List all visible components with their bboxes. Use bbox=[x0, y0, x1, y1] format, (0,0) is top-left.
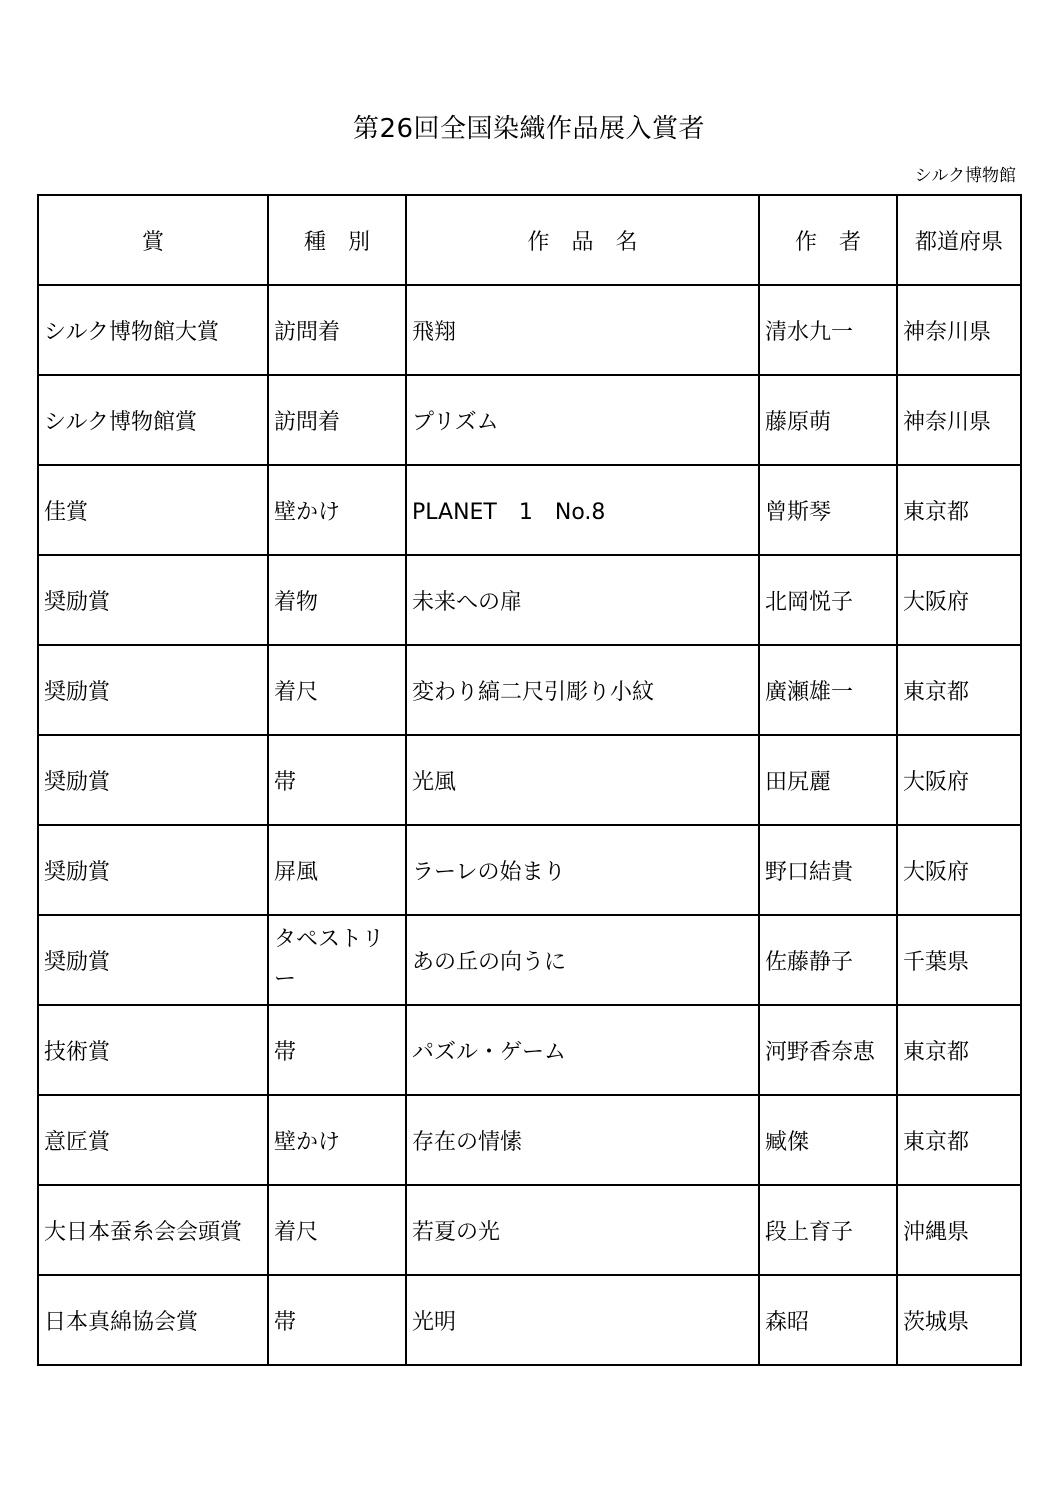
table-row bbox=[38, 1275, 1021, 1365]
cell-work-title: プリズム bbox=[406, 375, 759, 465]
cell-category: 壁かけ bbox=[268, 465, 406, 555]
header-award: 賞 bbox=[38, 195, 268, 285]
cell-award: 意匠賞 bbox=[38, 1095, 268, 1185]
table-row bbox=[38, 1095, 1021, 1185]
cell-prefecture: 沖縄県 bbox=[897, 1185, 1021, 1275]
cell-prefecture: 大阪府 bbox=[897, 555, 1021, 645]
cell-category: 着尺 bbox=[268, 645, 406, 735]
cell-author: 北岡悦子 bbox=[759, 555, 897, 645]
cell-category: 屏風 bbox=[268, 825, 406, 915]
table-row bbox=[38, 645, 1021, 735]
cell-prefecture: 東京都 bbox=[897, 1005, 1021, 1095]
cell-work-title: 光明 bbox=[406, 1275, 759, 1365]
cell-prefecture: 東京都 bbox=[897, 1095, 1021, 1185]
cell-author: 河野香奈恵 bbox=[759, 1005, 897, 1095]
cell-work-title: PLANET 1 No.8 bbox=[406, 465, 759, 555]
header-row bbox=[38, 195, 1021, 285]
cell-author: 曾斯琴 bbox=[759, 465, 897, 555]
cell-prefecture: 神奈川県 bbox=[897, 375, 1021, 465]
cell-category: 帯 bbox=[268, 735, 406, 825]
table-row bbox=[38, 735, 1021, 825]
awards-table bbox=[37, 194, 1022, 1366]
table-row bbox=[38, 465, 1021, 555]
table-row bbox=[38, 375, 1021, 465]
cell-award: 日本真綿協会賞 bbox=[38, 1275, 268, 1365]
cell-category: 壁かけ bbox=[268, 1095, 406, 1185]
cell-author: 田尻麗 bbox=[759, 735, 897, 825]
cell-prefecture: 大阪府 bbox=[897, 735, 1021, 825]
cell-category: 着尺 bbox=[268, 1185, 406, 1275]
table-row bbox=[38, 1005, 1021, 1095]
cell-award: 奨励賞 bbox=[38, 645, 268, 735]
cell-author: 藤原萌 bbox=[759, 375, 897, 465]
cell-author: 段上育子 bbox=[759, 1185, 897, 1275]
cell-prefecture: 茨城県 bbox=[897, 1275, 1021, 1365]
page-title: 第26回全国染織作品展入賞者 bbox=[352, 114, 706, 144]
cell-category: 帯 bbox=[268, 1275, 406, 1365]
header-prefecture: 都道府県 bbox=[897, 195, 1021, 285]
table-row bbox=[38, 1185, 1021, 1275]
header-author: 作 者 bbox=[759, 195, 897, 285]
cell-award: 技術賞 bbox=[38, 1005, 268, 1095]
header-work-title: 作 品 名 bbox=[406, 195, 759, 285]
cell-category: タペストリー bbox=[268, 915, 406, 1005]
cell-prefecture: 東京都 bbox=[897, 465, 1021, 555]
cell-prefecture: 東京都 bbox=[897, 645, 1021, 735]
cell-work-title: 未来への扉 bbox=[406, 555, 759, 645]
cell-award: 佳賞 bbox=[38, 465, 268, 555]
cell-award: シルク博物館大賞 bbox=[38, 285, 268, 375]
cell-award: 奨励賞 bbox=[38, 825, 268, 915]
cell-award: シルク博物館賞 bbox=[38, 375, 268, 465]
cell-author: 森昭 bbox=[759, 1275, 897, 1365]
cell-category: 訪問着 bbox=[268, 285, 406, 375]
cell-author: 野口結貴 bbox=[759, 825, 897, 915]
cell-work-title: 飛翔 bbox=[406, 285, 759, 375]
table-row bbox=[38, 825, 1021, 915]
cell-prefecture: 大阪府 bbox=[897, 825, 1021, 915]
cell-work-title: 若夏の光 bbox=[406, 1185, 759, 1275]
header-category: 種 別 bbox=[268, 195, 406, 285]
table-row bbox=[38, 285, 1021, 375]
table-row bbox=[38, 915, 1021, 1005]
cell-award: 奨励賞 bbox=[38, 915, 268, 1005]
cell-work-title: 光風 bbox=[406, 735, 759, 825]
cell-author: 清水九一 bbox=[759, 285, 897, 375]
cell-author: 臧傑 bbox=[759, 1095, 897, 1185]
cell-award: 奨励賞 bbox=[38, 735, 268, 825]
cell-prefecture: 神奈川県 bbox=[897, 285, 1021, 375]
cell-work-title: 変わり縞二尺引彫り小紋 bbox=[406, 645, 759, 735]
cell-author: 佐藤静子 bbox=[759, 915, 897, 1005]
cell-work-title: 存在の情愫 bbox=[406, 1095, 759, 1185]
organization-name: シルク博物館 bbox=[914, 166, 1016, 186]
cell-work-title: ラーレの始まり bbox=[406, 825, 759, 915]
cell-award: 大日本蚕糸会会頭賞 bbox=[38, 1185, 268, 1275]
cell-award: 奨励賞 bbox=[38, 555, 268, 645]
cell-category: 着物 bbox=[268, 555, 406, 645]
cell-category: 訪問着 bbox=[268, 375, 406, 465]
cell-author: 廣瀬雄一 bbox=[759, 645, 897, 735]
cell-work-title: パズル・ゲーム bbox=[406, 1005, 759, 1095]
cell-prefecture: 千葉県 bbox=[897, 915, 1021, 1005]
cell-category: 帯 bbox=[268, 1005, 406, 1095]
cell-work-title: あの丘の向うに bbox=[406, 915, 759, 1005]
table-row bbox=[38, 555, 1021, 645]
